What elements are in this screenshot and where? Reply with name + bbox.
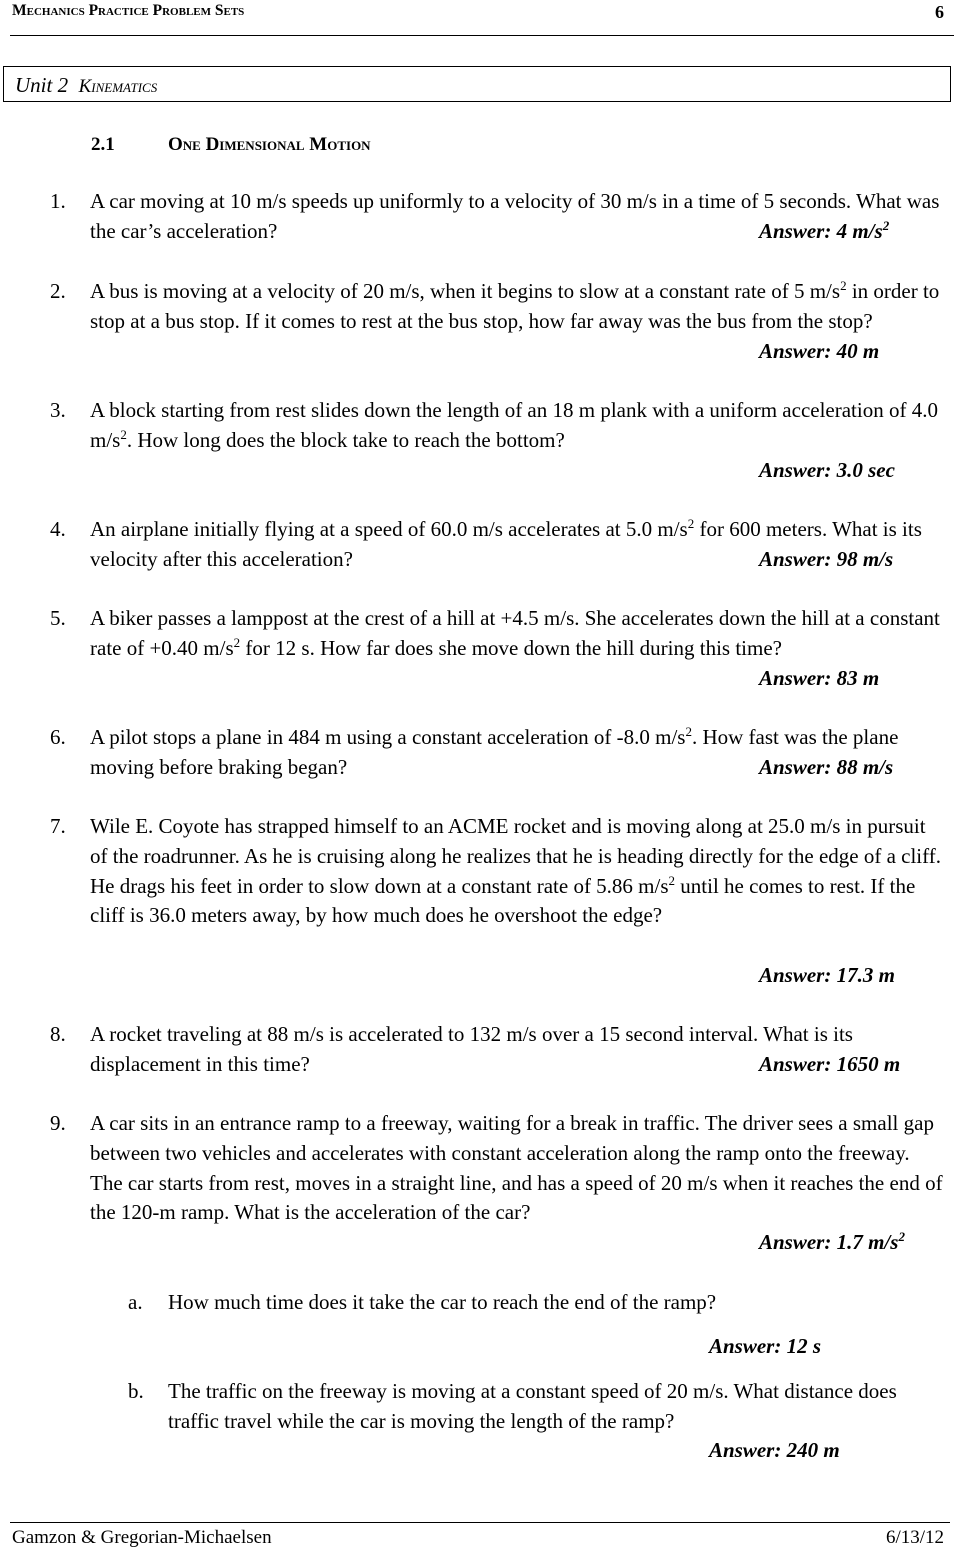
problem-number: 9. (50, 1111, 66, 1135)
problem-number: 3. (50, 398, 66, 422)
problem-2 (50, 277, 946, 363)
problem-text-part: A car sits in an entrance ramp to a freeway, waiting for a break in traffic. The driver sees a small gap between two vehicles and accelerates with constant acceleration along the ramp onto the freeway. The car starts from rest, moves in a straight line, and has a speed of 20 m/s when it reaches the end of the 120-m ramp. What is the acceleration of the car? (90, 1111, 943, 1225)
subpart-letter: b. (128, 1379, 144, 1403)
problem-text-part: . How long does the block take to reach the bottom? (126, 427, 565, 452)
problem-text-part: An airplane initially flying at a speed of 60.0 m/s accelerates at 5.0 m/s (90, 517, 688, 541)
problem-number: 2. (50, 279, 66, 303)
footer-authors: Gamzon & Gregorian-Michaelsen (12, 1527, 272, 1548)
problem-text (90, 812, 946, 931)
problem-text (90, 396, 946, 456)
problem-text-part: in order to stop at a bus stop. If it comes to rest at the bus stop, how far away was the bus from the stop? (90, 279, 940, 333)
footer-date: 6/13/12 (885, 1527, 944, 1548)
answer: Answer: 88 m/s (759, 754, 894, 779)
answer: Answer: 240 m (709, 1438, 840, 1462)
answer: Answer: 40 m (759, 338, 880, 363)
unit-heading-box (3, 66, 951, 102)
unit-name: Kinematics (78, 76, 158, 97)
problem-4 (50, 515, 946, 575)
unit-heading (15, 73, 157, 98)
exponent: 2 (668, 872, 676, 888)
problem-number: 8. (50, 1022, 66, 1046)
answer-exponent: 2 (898, 1229, 905, 1245)
problem-text-part: . How fast was the plane moving before braking began? (90, 725, 899, 779)
subpart-letter: a. (128, 1290, 143, 1314)
section-title: One Dimensional Motion (168, 134, 371, 155)
problem-1 (50, 187, 946, 247)
answer (759, 217, 889, 247)
problem-text-part: A rocket traveling at 88 m/s is accelerated to 132 m/s over a 15 second interval. What is its displacement in this time? (90, 1022, 853, 1076)
problem-5 (50, 604, 946, 690)
problem-text (90, 277, 946, 337)
subpart-text: How much time does it take the car to reach the end of the ramp? (168, 1290, 717, 1314)
answer: Answer: 1650 m (759, 1051, 901, 1076)
problem-text (90, 1109, 946, 1228)
answer-exponent: 2 (882, 217, 890, 233)
answer: Answer: 17.3 m (759, 963, 895, 987)
header-divider (10, 35, 954, 36)
answer: Answer: 83 m (759, 665, 880, 690)
subpart-text: The traffic on the freeway is moving at a constant speed of 20 m/s. What distance does traffic travel while the car is moving the length of the ramp? (168, 1379, 897, 1433)
problem-text-part: for 600 meters. What is its velocity after this acceleration? (90, 517, 922, 571)
problem-number: 5. (50, 606, 66, 630)
problem-number: 4. (50, 517, 66, 541)
section-heading (91, 134, 371, 156)
problem-6 (50, 723, 946, 783)
section-number: 2.1 (91, 134, 115, 155)
problem-text-part: Wile E. Coyote has strapped himself to an ACME rocket and is moving along at 25.0 m/s in pursuit of the roadrunner. As he is cruising along he realizes that he is heading directly for the edge of a cliff. He drags his feet in order to slow down at a constant rate of 5.86 m/s (90, 814, 941, 898)
exponent: 2 (840, 278, 847, 293)
problem-text-part: A car moving at 10 m/s speeds up uniformly to a velocity of 30 m/s in a time of 5 seconds. What was the car’s acceleration? (90, 189, 940, 243)
page-header-title: Mechanics Practice Problem Sets (12, 2, 245, 19)
answer-text: Answer: 1.7 m/s (759, 1230, 899, 1255)
footer-divider (10, 1522, 950, 1523)
problem-number: 6. (50, 725, 66, 749)
problem-7 (50, 812, 946, 987)
answer: Answer: 3.0 sec (759, 457, 895, 482)
exponent: 2 (687, 516, 695, 531)
subpart-b (128, 1377, 948, 1437)
page-number: 6 (935, 2, 944, 22)
problem-text-part: until he comes to rest. If the cliff is 36.0 meters away, by how much does he overshoot the edge? (90, 873, 916, 928)
answer: Answer: 98 m/s (759, 546, 894, 571)
problem-number: 7. (50, 814, 66, 838)
subpart-a (128, 1288, 948, 1318)
exponent: 2 (120, 426, 127, 442)
problem-text-part: A bus is moving at a velocity of 20 m/s, when it begins to slow at a constant rate of 5 m/s (90, 279, 841, 303)
unit-prefix: Unit 2 (15, 73, 69, 97)
answer: Answer: 12 s (709, 1334, 822, 1358)
problem-9 (50, 1109, 946, 1255)
answer-text: Answer: 4 m/s (759, 218, 883, 243)
problem-text-part: for 12 s. How far does she move down the hill during this time? (240, 635, 782, 660)
exponent: 2 (233, 634, 241, 650)
problem-text-part: A block starting from rest slides down the length of an 18 m plank with a uniform acceleration of 4.0 m/s (90, 398, 938, 452)
answer (759, 1228, 905, 1258)
problem-number: 1. (50, 189, 66, 213)
problem-text (90, 604, 946, 664)
problem-text-part: A pilot stops a plane in 484 m using a constant acceleration of -8.0 m/s (90, 725, 686, 749)
problem-text-part: A biker passes a lamppost at the crest of a hill at +4.5 m/s. She accelerates down the hill at a constant rate of +0.40 m/s (90, 606, 940, 660)
exponent: 2 (685, 724, 692, 739)
problem-3 (50, 396, 946, 482)
problem-8 (50, 1020, 946, 1080)
